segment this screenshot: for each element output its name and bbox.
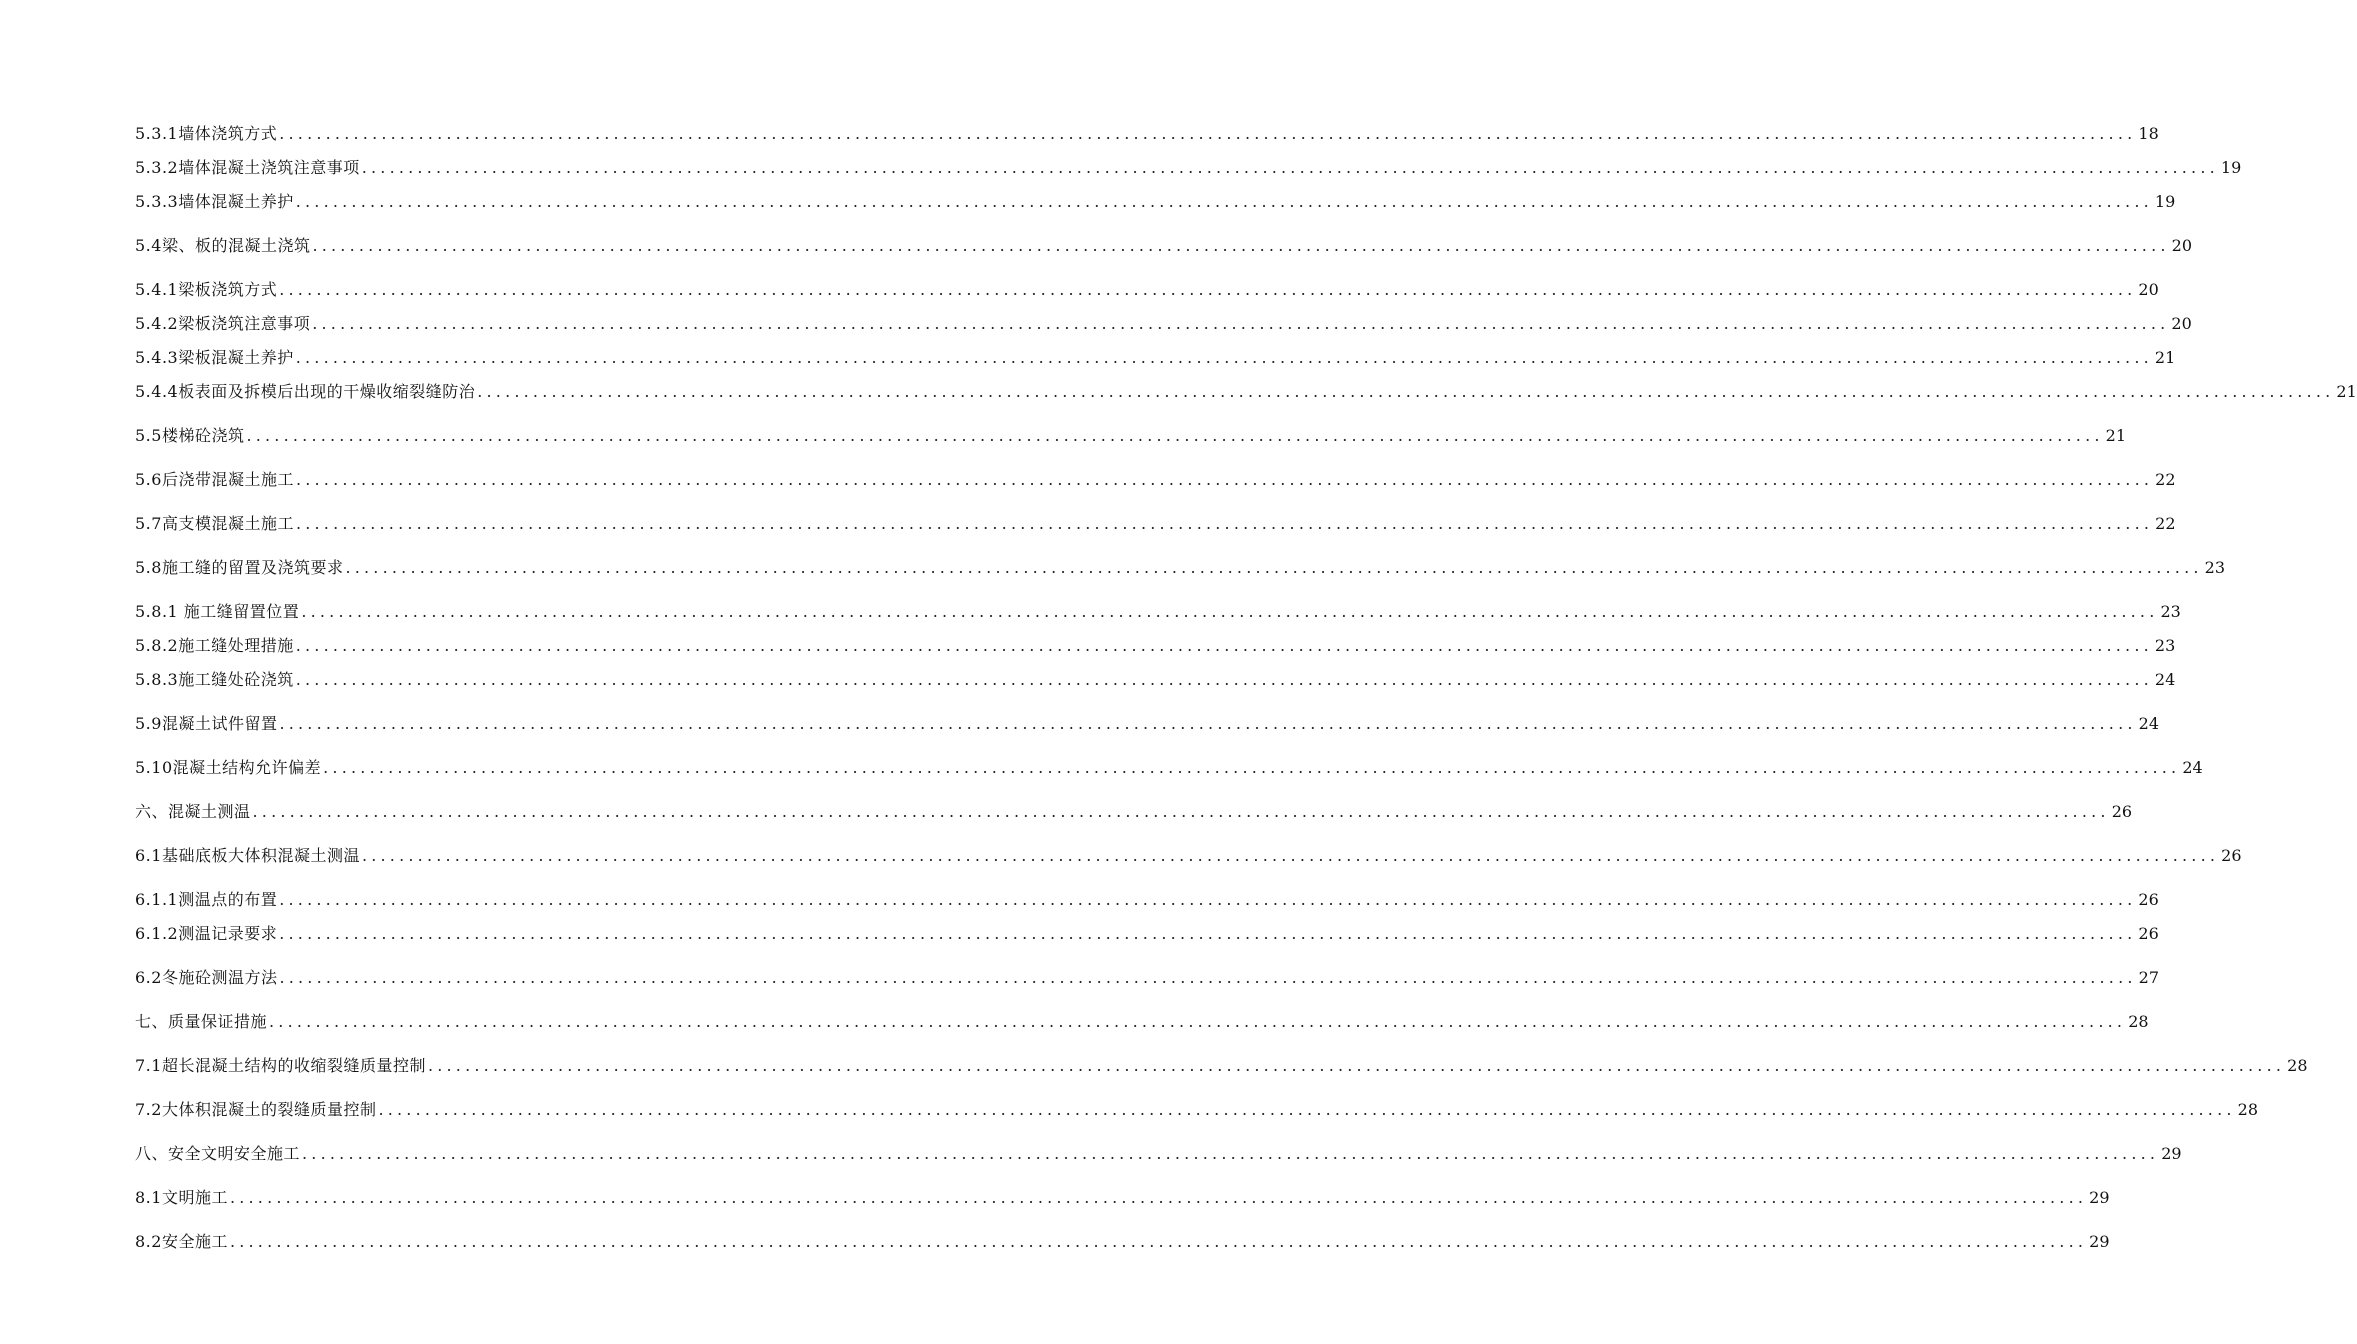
toc-entry-page-number: 20 bbox=[2171, 314, 2192, 333]
toc-entry-label: 5.8.2施工缝处理措施 bbox=[135, 636, 294, 655]
toc-entry-page-number: 26 bbox=[2138, 924, 2159, 943]
toc-entry-page-number: 26 bbox=[2221, 846, 2242, 865]
toc-leader-dots: ........................................................................................................................................................................................................ bbox=[279, 890, 2137, 909]
toc-entry-label: 5.4.1梁板浇筑方式 bbox=[135, 280, 278, 299]
toc-entry-page-number: 21 bbox=[2154, 348, 2176, 367]
toc-entry-label: 5.8.1 施工缝留置位置 bbox=[135, 602, 300, 621]
toc-entry-label: 5.4梁、板的混凝土浇筑 bbox=[135, 236, 311, 255]
toc-leader-dots: ........................................................................................................................................................................................................ bbox=[312, 236, 2170, 255]
toc-entry[interactable] bbox=[135, 185, 2176, 219]
toc-leader-dots: ........................................................................................................................................................................................................ bbox=[295, 636, 2153, 655]
toc-entry-page-number: 27 bbox=[2138, 968, 2159, 987]
toc-leader-dots: ........................................................................................................................................................................................................ bbox=[312, 314, 2170, 333]
toc-entry-label: 6.1.1测温点的布置 bbox=[135, 890, 278, 909]
toc-entry[interactable] bbox=[135, 839, 2242, 873]
toc-entry[interactable] bbox=[135, 229, 2192, 263]
toc-entry[interactable] bbox=[135, 1137, 2182, 1171]
toc-entry[interactable] bbox=[135, 463, 2176, 497]
toc-entry-label: 5.6后浇带混凝土施工 bbox=[135, 470, 294, 489]
toc-entry[interactable] bbox=[135, 341, 2176, 375]
toc-entry-page-number: 26 bbox=[2138, 890, 2159, 909]
toc-entry-label: 7.2大体积混凝土的裂缝质量控制 bbox=[135, 1100, 377, 1119]
toc-leader-dots: ........................................................................................................................................................................................................ bbox=[427, 1056, 2286, 1075]
toc-entry-page-number: 26 bbox=[2111, 802, 2133, 821]
toc-leader-dots: ........................................................................................................................................................................................................ bbox=[279, 124, 2137, 143]
toc-leader-dots: ........................................................................................................................................................................................................ bbox=[295, 192, 2153, 211]
toc-leader-dots: ........................................................................................................................................................................................................ bbox=[279, 924, 2137, 943]
toc-entry-label: 5.7高支模混凝土施工 bbox=[135, 514, 294, 533]
toc-leader-dots: ........................................................................................................................................................................................................ bbox=[279, 714, 2137, 733]
toc-entry-page-number: 29 bbox=[2089, 1232, 2110, 1251]
toc-entry-label: 5.4.3梁板混凝土养护 bbox=[135, 348, 294, 367]
toc-leader-dots: ........................................................................................................................................................................................................ bbox=[301, 602, 2159, 621]
toc-entry[interactable] bbox=[135, 1049, 2308, 1083]
toc-entry[interactable] bbox=[135, 551, 2225, 585]
toc-entry[interactable] bbox=[135, 117, 2159, 151]
toc-entry[interactable] bbox=[135, 883, 2159, 917]
toc-entry[interactable] bbox=[135, 375, 2357, 409]
toc-entry-page-number: 29 bbox=[2161, 1144, 2182, 1163]
toc-entry[interactable] bbox=[135, 917, 2159, 951]
toc-entry-page-number: 21 bbox=[2105, 426, 2126, 445]
toc-entry-label: 5.9混凝土试件留置 bbox=[135, 714, 278, 733]
toc-leader-dots: ........................................................................................................................................................................................................ bbox=[361, 846, 2220, 865]
toc-entry-label: 5.3.2墙体混凝土浇筑注意事项 bbox=[135, 158, 360, 177]
toc-entry[interactable] bbox=[135, 507, 2176, 541]
toc-entry-page-number: 23 bbox=[2204, 558, 2225, 577]
toc-leader-dots: ........................................................................................................................................................................................................ bbox=[295, 470, 2154, 489]
toc-entry[interactable] bbox=[135, 961, 2159, 995]
toc-leader-dots: ........................................................................................................................................................................................................ bbox=[252, 802, 2110, 821]
toc-entry[interactable] bbox=[135, 1225, 2110, 1259]
toc-entry-page-number: 23 bbox=[2160, 602, 2181, 621]
toc-entry[interactable] bbox=[135, 595, 2181, 629]
toc-leader-dots: ........................................................................................................................................................................................................ bbox=[246, 426, 2104, 445]
toc-entry-page-number: 22 bbox=[2155, 470, 2176, 489]
toc-entry-page-number: 28 bbox=[2237, 1100, 2258, 1119]
toc-entry[interactable] bbox=[135, 1005, 2149, 1039]
toc-leader-dots: ........................................................................................................................................................................................................ bbox=[229, 1232, 2088, 1251]
toc-entry-page-number: 18 bbox=[2138, 124, 2159, 143]
toc-entry-page-number: 24 bbox=[2182, 758, 2203, 777]
toc-entry-label: 8.2安全施工 bbox=[135, 1232, 228, 1251]
toc-entry-label: 5.4.4板表面及拆模后出现的干燥收缩裂缝防治 bbox=[135, 382, 476, 401]
toc-entry-label: 8.1文明施工 bbox=[135, 1188, 228, 1207]
toc-entry[interactable] bbox=[135, 629, 2176, 663]
toc-entry[interactable] bbox=[135, 151, 2242, 185]
toc-entry-page-number: 21 bbox=[2336, 382, 2357, 401]
toc-entry[interactable] bbox=[135, 1093, 2258, 1127]
toc-entry-label: 5.3.3墙体混凝土养护 bbox=[135, 192, 294, 211]
toc-entry-label: 6.2冬施砼测温方法 bbox=[135, 968, 278, 987]
toc-leader-dots: ........................................................................................................................................................................................................ bbox=[345, 558, 2203, 577]
toc-entry[interactable] bbox=[135, 707, 2159, 741]
toc-entry-label: 六、混凝土测温 bbox=[135, 802, 251, 821]
toc-entry-page-number: 22 bbox=[2155, 514, 2176, 533]
toc-entry-label: 6.1基础底板大体积混凝土测温 bbox=[135, 846, 360, 865]
toc-leader-dots: ........................................................................................................................................................................................................ bbox=[279, 280, 2137, 299]
toc-entry[interactable] bbox=[135, 273, 2159, 307]
toc-entry-page-number: 19 bbox=[2154, 192, 2176, 211]
toc-entry[interactable] bbox=[135, 751, 2203, 785]
toc-entry-label: 5.8.3施工缝处砼浇筑 bbox=[135, 670, 294, 689]
toc-entry-page-number: 20 bbox=[2138, 280, 2159, 299]
toc-entry-page-number: 29 bbox=[2089, 1188, 2110, 1207]
toc-leader-dots: ........................................................................................................................................................................................................ bbox=[295, 514, 2154, 533]
toc-leader-dots: ........................................................................................................................................................................................................ bbox=[279, 968, 2137, 987]
toc-entry-page-number: 24 bbox=[2154, 670, 2176, 689]
toc-entry[interactable] bbox=[135, 1181, 2110, 1215]
toc-leader-dots: ........................................................................................................................................................................................................ bbox=[323, 758, 2181, 777]
toc-entry-label: 七、质量保证措施 bbox=[135, 1012, 268, 1031]
toc-leader-dots: ........................................................................................................................................................................................................ bbox=[295, 348, 2153, 367]
toc-entry-page-number: 19 bbox=[2220, 158, 2242, 177]
toc-entry-page-number: 28 bbox=[2287, 1056, 2308, 1075]
toc-leader-dots: ........................................................................................................................................................................................................ bbox=[295, 670, 2153, 689]
toc-entry-label: 5.8施工缝的留置及浇筑要求 bbox=[135, 558, 344, 577]
toc-leader-dots: ........................................................................................................................................................................................................ bbox=[361, 158, 2219, 177]
toc-leader-dots: ........................................................................................................................................................................................................ bbox=[302, 1144, 2160, 1163]
toc-entry[interactable] bbox=[135, 663, 2176, 697]
toc-entry[interactable] bbox=[135, 795, 2133, 829]
table-of-contents bbox=[135, 117, 2357, 1259]
toc-entry-label: 5.4.2梁板浇筑注意事项 bbox=[135, 314, 311, 333]
toc-leader-dots: ........................................................................................................................................................................................................ bbox=[229, 1188, 2088, 1207]
toc-entry[interactable] bbox=[135, 307, 2192, 341]
toc-entry-label: 5.5楼梯砼浇筑 bbox=[135, 426, 245, 445]
toc-entry-label: 八、安全文明安全施工 bbox=[135, 1144, 301, 1163]
toc-leader-dots: ........................................................................................................................................................................................................ bbox=[378, 1100, 2236, 1119]
toc-entry[interactable] bbox=[135, 419, 2126, 453]
toc-entry-page-number: 28 bbox=[2128, 1012, 2149, 1031]
toc-entry-label: 5.10混凝土结构允许偏差 bbox=[135, 758, 322, 777]
toc-leader-dots: ........................................................................................................................................................................................................ bbox=[477, 382, 2335, 401]
toc-entry-page-number: 24 bbox=[2138, 714, 2159, 733]
toc-leader-dots: ........................................................................................................................................................................................................ bbox=[269, 1012, 2127, 1031]
toc-entry-label: 7.1超长混凝土结构的收缩裂缝质量控制 bbox=[135, 1056, 426, 1075]
toc-entry-label: 5.3.1墙体浇筑方式 bbox=[135, 124, 278, 143]
toc-entry-page-number: 23 bbox=[2154, 636, 2176, 655]
toc-entry-label: 6.1.2测温记录要求 bbox=[135, 924, 278, 943]
toc-entry-page-number: 20 bbox=[2171, 236, 2192, 255]
